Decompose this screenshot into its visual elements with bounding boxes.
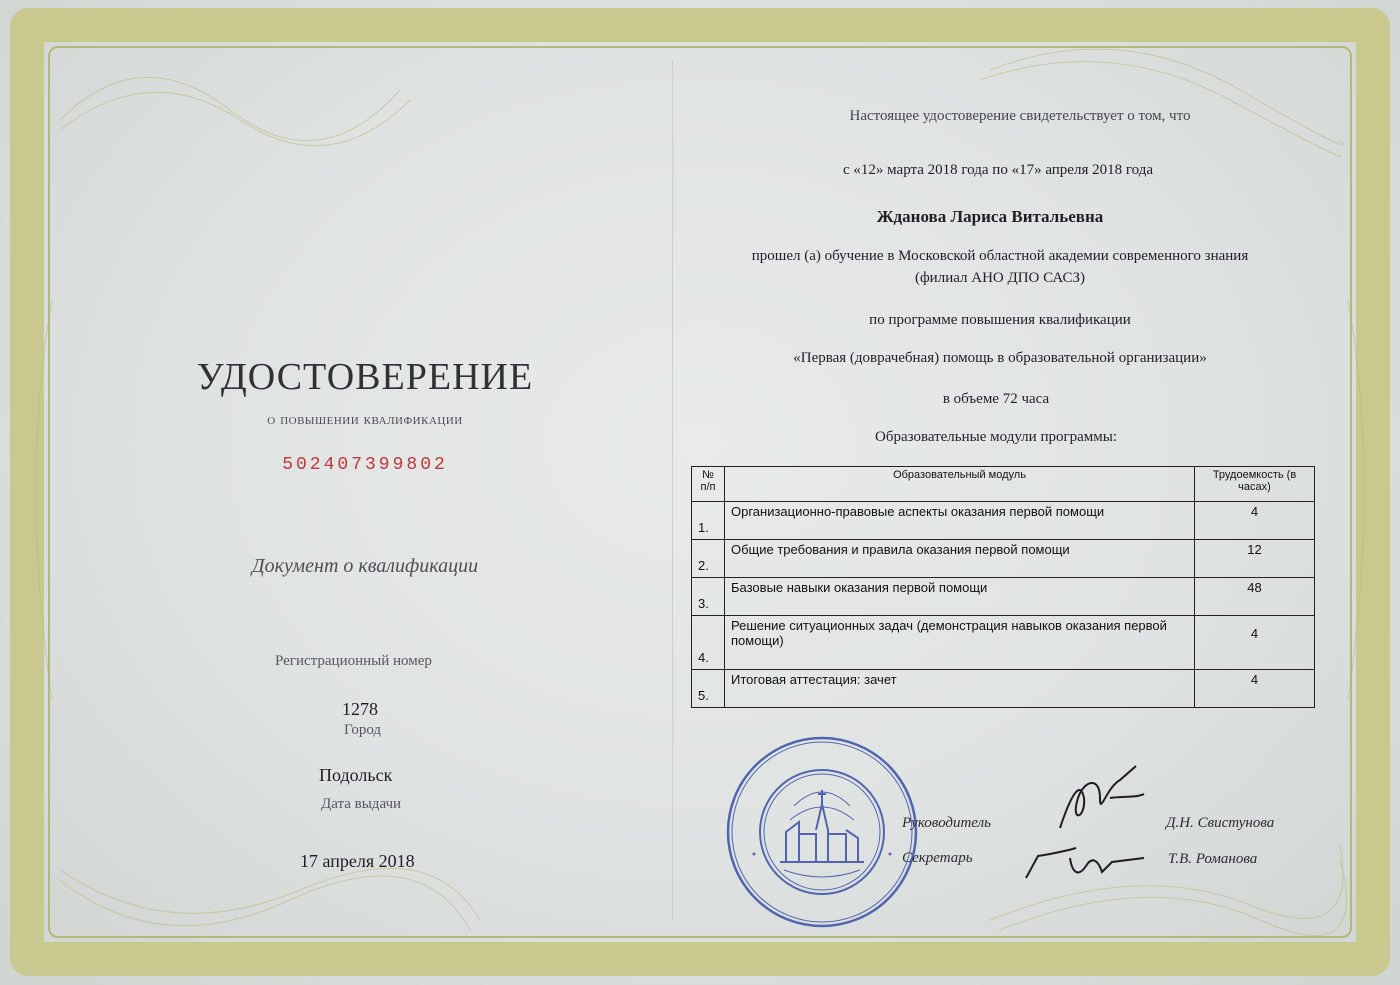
header-num: № п/п (692, 467, 725, 502)
table-row (692, 502, 1315, 540)
program-name: «Первая (доврачебная) помощь в образовательной организации» (793, 350, 1207, 366)
certificate-title: УДОСТОВЕРЕНИЕ (196, 356, 534, 398)
table-row (692, 616, 1315, 670)
study-period: с «12» марта 2018 года по «17» апреля 2018 года (843, 162, 1153, 178)
head-label: Руководитель (902, 815, 991, 831)
table-row (692, 670, 1315, 708)
header-module: Образовательный модуль (725, 467, 1195, 502)
document-kind: Документ о квалификации (251, 555, 479, 577)
page-divider (672, 60, 673, 920)
row-module: Итоговая аттестация: зачет (725, 670, 1195, 708)
table-row (692, 540, 1315, 578)
secretary-label: Секретарь (902, 850, 973, 866)
modules-heading: Образовательные модули программы: (874, 429, 1118, 445)
training-institution-line2: (филиал АНО ДПО САСЗ) (914, 270, 1086, 286)
secretary-name: Т.В. Романова (1168, 851, 1258, 867)
registration-label: Регистрационный номер (275, 653, 432, 669)
row-module: Общие требования и правила оказания первой помощи (725, 540, 1195, 578)
training-institution-line1: прошел (а) обучение в Московской областной академии современного знания (751, 248, 1249, 264)
row-hours: 4 (1195, 670, 1315, 708)
row-num: 2. (692, 540, 725, 578)
city-value: Подольск (319, 765, 393, 785)
registration-number: 1278 (342, 699, 378, 719)
intro-text: Настоящее удостоверение свидетельствует о том, что (849, 108, 1191, 124)
program-type: по программе повышения квалификации (869, 312, 1131, 328)
head-name: Д.Н. Свистунова (1166, 815, 1275, 831)
secretary-signature (1020, 838, 1150, 884)
serial-number: 502407399802 (282, 455, 448, 475)
city-label: Город (344, 722, 382, 738)
row-hours: 12 (1195, 540, 1315, 578)
row-num: 5. (692, 670, 725, 708)
row-hours: 4 (1195, 502, 1315, 540)
modules-table (691, 466, 1315, 708)
row-hours: 4 (1195, 616, 1315, 670)
program-volume: в объеме 72 часа (942, 391, 1050, 407)
certificate-subtitle: о повышении квалификации (267, 411, 463, 428)
header-hours: Трудоемкость (в часах) (1195, 467, 1315, 502)
row-num: 3. (692, 578, 725, 616)
official-seal (724, 734, 920, 930)
row-module: Организационно-правовые аспекты оказания первой помощи (725, 502, 1195, 540)
row-module: Базовые навыки оказания первой помощи (725, 578, 1195, 616)
table-header-row (692, 467, 1315, 502)
row-module: Решение ситуационных задач (демонстрация навыков оказания первой помощи) (725, 616, 1195, 670)
row-hours: 48 (1195, 578, 1315, 616)
table-row (692, 578, 1315, 616)
issue-date: 17 апреля 2018 (300, 851, 415, 871)
recipient-name: Жданова Лариса Витальевна (876, 207, 1104, 226)
row-num: 4. (692, 616, 725, 670)
head-signature (1040, 758, 1150, 840)
issue-date-label: Дата выдачи (321, 796, 402, 812)
row-num: 1. (692, 502, 725, 540)
